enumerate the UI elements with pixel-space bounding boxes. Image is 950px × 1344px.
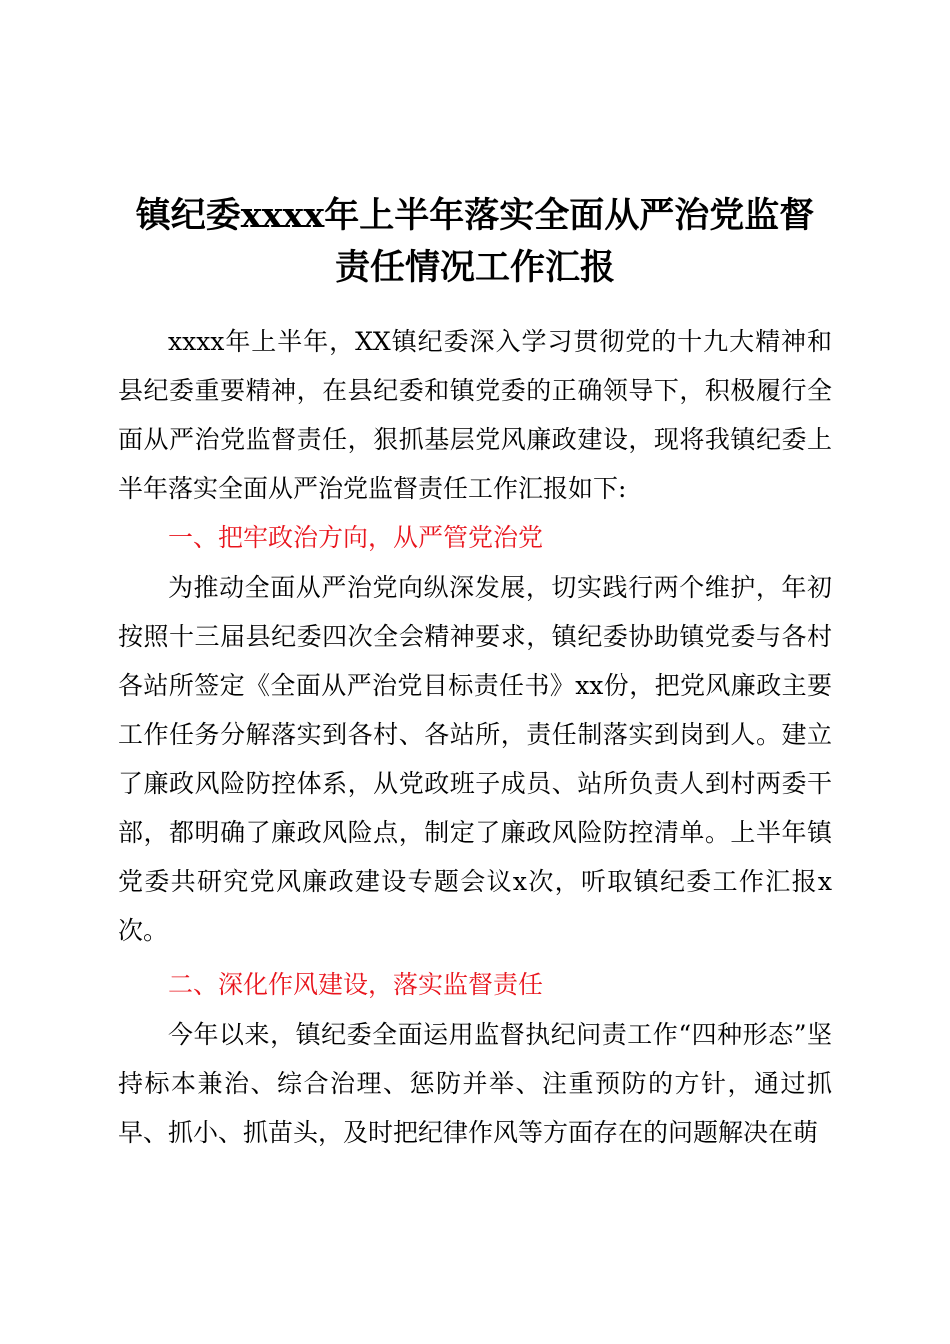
- intro-paragraph: xxxx年上半年，XX镇纪委深入学习贯彻党的十九大精神和县纪委重要精神，在县纪委和镇党委的正确领导下，积极履行全面从严治党监督责任，狠抓基层党风廉政建设，现将我镇纪委上半年落实全面从严治党监督责任工作汇报如下:: [118, 327, 832, 503]
- section-1-heading: 一、把牢政治方向，从严管党治党: [168, 523, 544, 552]
- section-1-paragraph: 为推动全面从严治党向纵深发展，切实践行两个维护，年初按照十三届县纪委四次全会精神要求，镇纪委协助镇党委与各村各站所签定《全面从严治党目标责任书》xx份，把党风廉政主要工作任务分解落实到各村、各站所，责任制落实到岗到人。建立了廉政风险防控体系，从党政班子成员、站所负责人到村两委干部，都明确了廉政风险点，制定了廉政风险防控清单。上半年镇党委共研究党风廉政建设专题会议x次，听取镇纪委工作汇报x次。: [118, 573, 832, 945]
- section-2-heading: 二、深化作风建设，落实监督责任: [168, 970, 544, 999]
- section-2-paragraph: 今年以来，镇纪委全面运用监督执纪问责工作“四种形态”坚持标本兼治、综合治理、惩防并举、注重预防的方针，通过抓早、抓小、抓苗头，及时把纪律作风等方面存在的问题解决在萌: [118, 1020, 832, 1147]
- title-line-2: 责任情况工作汇报: [334, 247, 615, 288]
- title-line-1: 镇纪委xxxx年上半年落实全面从严治党监督: [135, 195, 815, 236]
- document-title: [100, 190, 850, 294]
